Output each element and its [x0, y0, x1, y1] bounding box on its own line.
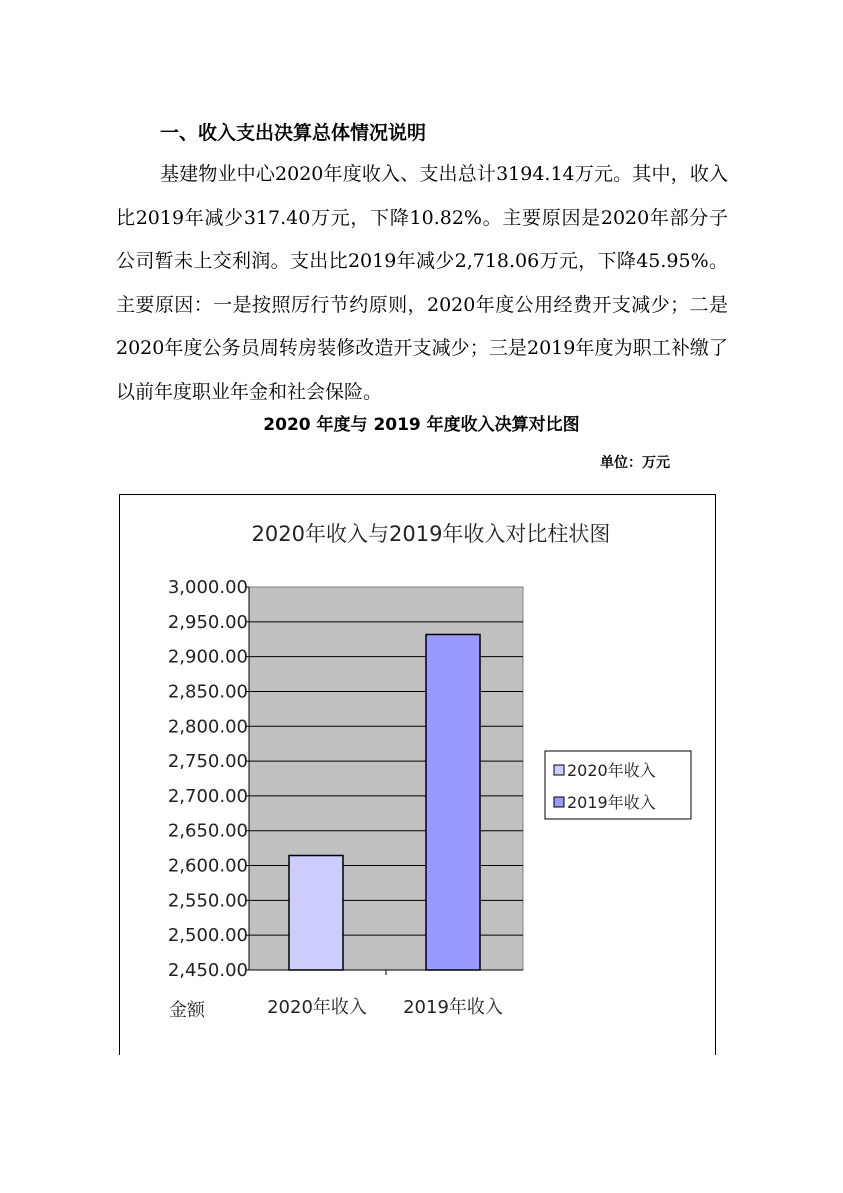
summary-paragraph: 基建物业中心2020年度收入、支出总计3194.14万元。其中，收入比2019年减少317.40万元，下降10.82%。主要原因是2020年部分子公司暂未上交利润。支出比2019年减少2,718.06万元，下降45.95%。主要原因：一是按照厉行节约原则，2020年度公用经费开支减少；二是2020年度公务员周转房装修改造开支减少；三是2019年度为职工补缴了以前年度职业年金和社会保险。 — [116, 163, 728, 403]
y-tick-label: 2,800.00 — [167, 716, 248, 738]
y-tick-label: 2,600.00 — [167, 855, 248, 877]
legend-swatch — [554, 797, 564, 807]
x-category-label: 2019年收入 — [403, 997, 503, 1018]
chart-title: 2020年收入与2019年收入对比柱状图 — [251, 522, 611, 546]
y-tick-label: 2,950.00 — [167, 611, 248, 633]
income-bar-chart — [120, 495, 715, 1055]
y-tick-label: 2,750.00 — [167, 751, 248, 773]
chart-heading: 2020 年度与 2019 年度收入决算对比图 — [263, 415, 580, 435]
bar-2 — [426, 634, 480, 970]
y-tick-label: 2,450.00 — [167, 960, 248, 981]
y-tick-label: 2,900.00 — [167, 646, 248, 668]
y-tick-label: 3,000.00 — [167, 577, 248, 598]
legend-label: 2019年收入 — [567, 793, 656, 812]
x-axis-label: 金额 — [169, 1000, 205, 1021]
legend-swatch — [554, 765, 564, 775]
legend-label: 2020年收入 — [567, 761, 656, 780]
y-tick-label: 2,700.00 — [167, 785, 248, 807]
y-tick-label: 2,650.00 — [167, 820, 248, 842]
y-tick-label: 2,550.00 — [167, 890, 248, 912]
y-tick-label: 2,850.00 — [167, 681, 248, 703]
bar-1 — [289, 856, 343, 970]
unit-label: 单位：万元 — [600, 455, 670, 471]
section-heading: 一、收入支出决算总体情况说明 — [160, 122, 427, 144]
y-tick-label: 2,500.00 — [167, 925, 248, 947]
x-category-label: 2020年收入 — [267, 997, 367, 1018]
chart-frame — [119, 494, 716, 1055]
